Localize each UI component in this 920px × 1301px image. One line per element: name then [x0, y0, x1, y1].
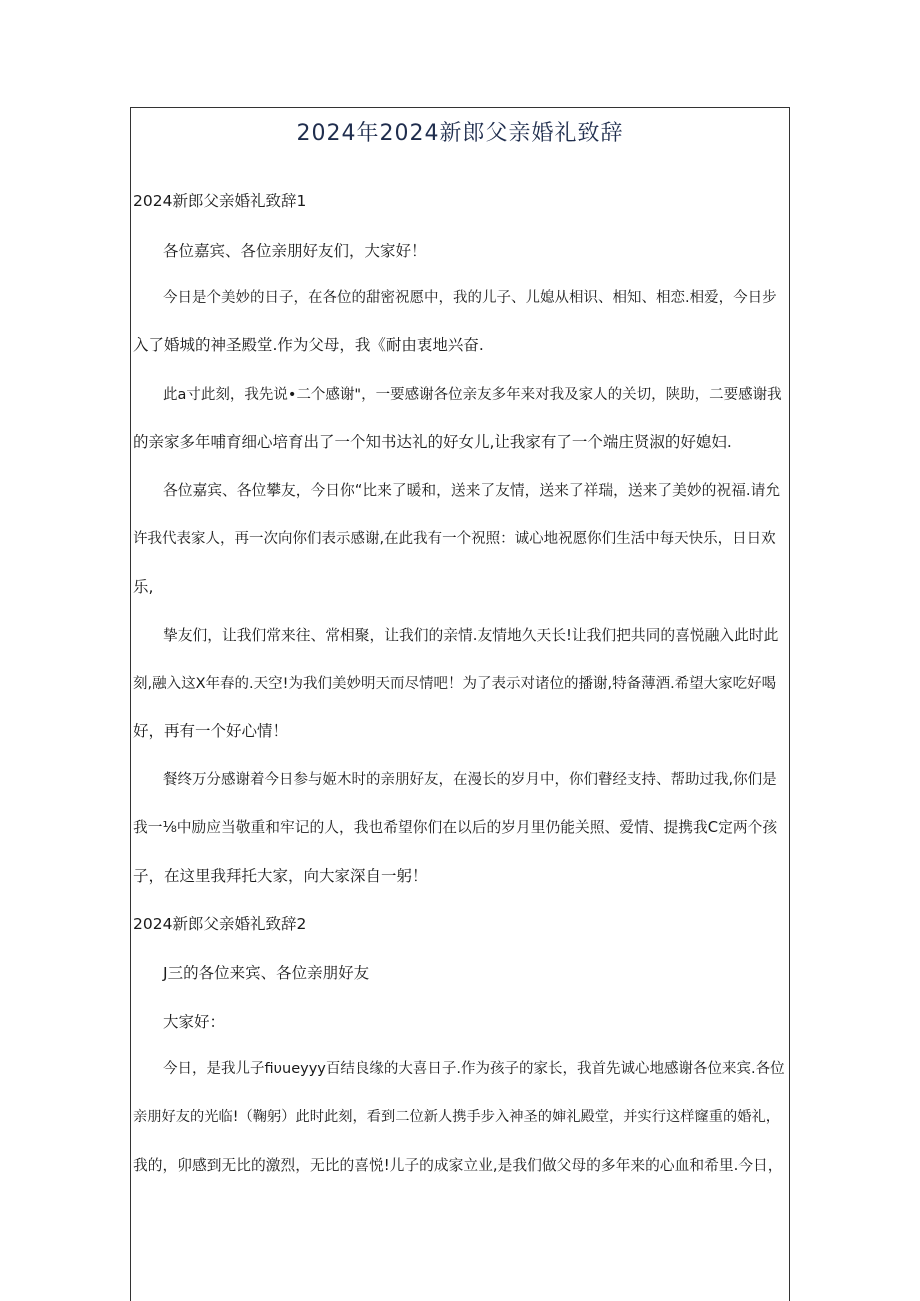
section-heading-1: 2024新郎父亲婚礼致辞1: [133, 192, 307, 210]
paragraph-line: 今日，是我儿子fiυueyyy百结良缘的大喜日子.作为孩子的家长，我首先诚心地感谢各位来宾.各位: [163, 1061, 785, 1077]
paragraph-line: 好，再有一个好心情！: [133, 722, 289, 740]
document-page: [130, 107, 790, 1301]
paragraph-line: 我一⅛中励应当敬重和牢记的人，我也希望你们在以后的岁月里仍能关照、爱情、提携我C定两个孩: [133, 819, 778, 836]
paragraph-line: J三的各位来宾、各位亲朋好友: [163, 964, 370, 982]
paragraph-line: 亲朋好友的光临!（鞠躬）此时此刻，看到二位新人携手步入神圣的婶礼殿堂，并实行这样窿重的婚礼，: [133, 1109, 780, 1125]
paragraph-line: 挚友们，让我们常来往、常相聚，让我们的亲情.友情地久天长!让我们把共同的喜悦融入此时此: [163, 627, 779, 644]
paragraph-line: 我的，卯感到无比的激烈，无比的喜悦!儿子的成家立业,是我们做父母的多年来的心血和希里.今日，: [133, 1157, 783, 1174]
paragraph-line: 许我代表家人，再一次向你们表示感谢,在此我有一个祝照：诚心地祝愿你们生活中每天快乐，日日欢: [133, 531, 776, 547]
paragraph-line: 各位嘉宾、各位亲朋好友们，大家好！: [163, 242, 427, 260]
section-heading-2: 2024新郎父亲婚礼致辞2: [133, 915, 307, 933]
paragraph-line: 子，在这里我拜托大家，向大家深自一躬！: [133, 867, 428, 885]
paragraph-line: 乐,: [133, 578, 154, 596]
paragraph-line: 入了婚城的神圣殿堂.作为父母，我《耐由衷地兴奋.: [133, 336, 484, 354]
paragraph-line: 大家好：: [163, 1013, 226, 1031]
paragraph-line: 此a寸此刻，我先说•二个感谢"，一要感谢各位亲友多年来对我及家人的关切，陕助，二要感谢我: [163, 387, 782, 403]
paragraph-line: 餐终万分感谢着今日参与姬木时的亲朋好友，在漫长的岁月中，你们瞽经支持、帮助过我,你们是: [163, 772, 777, 788]
paragraph-line: 刻,融入这X年春的.天空!为我们美妙明天而尽情吧！为了表示对诸位的播谢,特备薄酒.希望大家吃好喝: [133, 676, 777, 692]
document-title: 2024年2024新郎父亲婚礼致辞: [296, 121, 624, 146]
paragraph-line: 的亲家多年哺育细心培育出了一个知书达礼的好女儿,让我家有了一个端庄贤淑的好媳妇.: [133, 433, 732, 451]
paragraph-line: 各位嘉宾、各位攀友，今日你“比来了暖和，送来了友情，送来了祥瑞，送来了美妙的祝福.请允: [163, 482, 781, 499]
paragraph-line: 今日是个美妙的日子，在各位的甜密祝愿中，我的儿子、儿媳从相识、相知、相恋.相爱，今日步: [163, 290, 777, 306]
